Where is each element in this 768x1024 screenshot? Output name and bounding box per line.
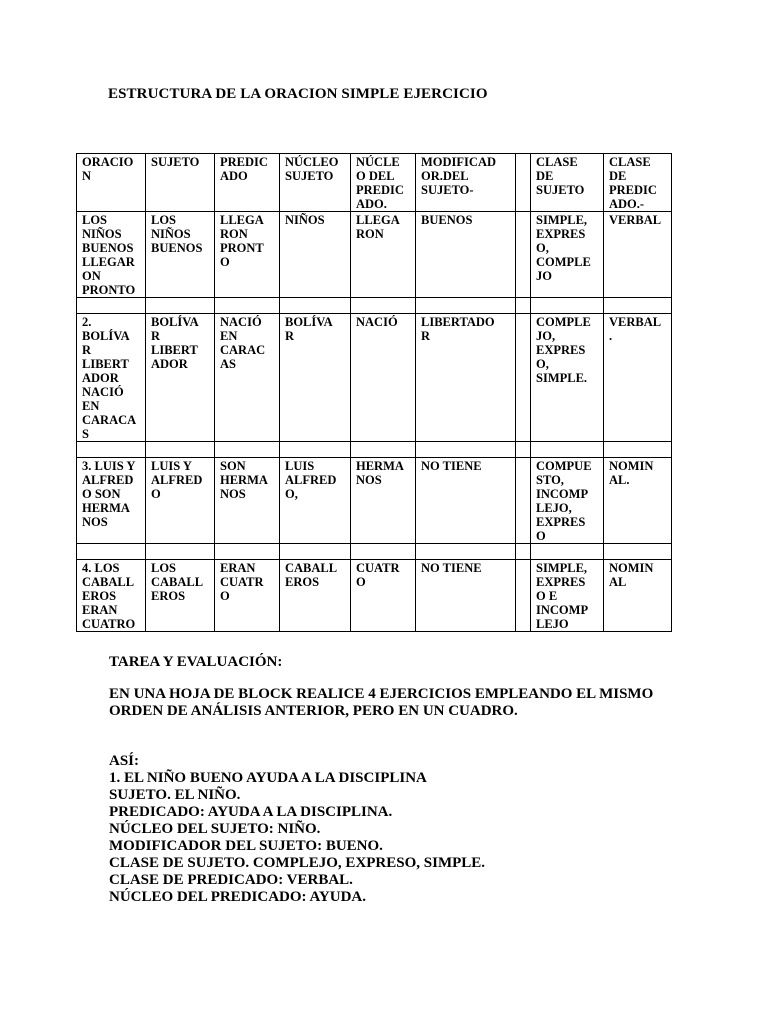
spacer-cell [280, 298, 351, 314]
header-cell: CLASE DE SUJETO [531, 154, 604, 212]
table-cell: ERAN CUATR O [215, 560, 280, 632]
table-cell: LLEGA RON [351, 212, 416, 298]
spacer-cell [604, 544, 672, 560]
example-line: CLASE DE SUJETO. COMPLEJO, EXPRESO, SIMPLE. [109, 855, 486, 871]
task-heading: TAREA Y EVALUACIÓN: [109, 654, 283, 670]
spacer-cell [77, 442, 146, 458]
spacer-cell [516, 544, 531, 560]
table-row [77, 458, 672, 544]
table-spacer-row [77, 544, 672, 560]
table-cell: NO TIENE [416, 458, 516, 544]
spacer-cell [531, 298, 604, 314]
table-cell: NO TIENE [416, 560, 516, 632]
spacer-cell [351, 298, 416, 314]
table-cell: COMPLE JO, EXPRES O, SIMPLE. [531, 314, 604, 442]
table-cell: NOMIN AL [604, 560, 672, 632]
table-cell: VERBAL . [604, 314, 672, 442]
table-cell: COMPUE STO, INCOMP LEJO, EXPRES O [531, 458, 604, 544]
spacer-cell [604, 442, 672, 458]
table-cell: SIMPLE, EXPRES O, COMPLE JO [531, 212, 604, 298]
table-cell: LOS CABALL EROS [146, 560, 215, 632]
table-cell: BOLÍVA R LIBERT ADOR [146, 314, 215, 442]
table-cell: BUENOS [416, 212, 516, 298]
task-section [109, 654, 669, 906]
table-row [77, 212, 672, 298]
spacer-cell [416, 442, 516, 458]
table-cell: NIÑOS [280, 212, 351, 298]
spacer-cell [146, 544, 215, 560]
table-cell [516, 560, 531, 632]
spacer-cell [77, 544, 146, 560]
table-cell: 4. LOS CABALL EROS ERAN CUATRO [77, 560, 146, 632]
table-row [77, 560, 672, 632]
table-cell: NACIÓ EN CARAC AS [215, 314, 280, 442]
table-cell: 2. BOLÍVA R LIBERT ADOR NACIÓ EN CARACA S [77, 314, 146, 442]
table-cell: LUIS Y ALFRED O [146, 458, 215, 544]
table-cell: CABALL EROS [280, 560, 351, 632]
header-cell [516, 154, 531, 212]
table-cell [516, 314, 531, 442]
spacer-cell [77, 298, 146, 314]
table-row [77, 314, 672, 442]
table-cell: HERMA NOS [351, 458, 416, 544]
header-cell: ORACIO N [77, 154, 146, 212]
spacer-cell [604, 298, 672, 314]
spacer-cell [516, 298, 531, 314]
spacer-cell [531, 544, 604, 560]
spacer-cell [531, 442, 604, 458]
table-cell: NOMIN AL. [604, 458, 672, 544]
example-line: CLASE DE PREDICADO: VERBAL. [109, 872, 353, 888]
table-cell: LOS NIÑOS BUENOS [146, 212, 215, 298]
spacer-cell [351, 442, 416, 458]
table-cell [516, 458, 531, 544]
spacer-cell [280, 544, 351, 560]
table-header-row [77, 154, 672, 212]
table-cell: BOLÍVA R [280, 314, 351, 442]
table-cell: CUATR O [351, 560, 416, 632]
spacer-cell [215, 298, 280, 314]
table-cell: SON HERMA NOS [215, 458, 280, 544]
spacer-cell [215, 442, 280, 458]
example-line: 1. EL NIÑO BUENO AYUDA A LA DISCIPLINA [109, 770, 427, 786]
spacer-cell [416, 298, 516, 314]
example-line: NÚCLEO DEL SUJETO: NIÑO. [109, 821, 321, 837]
header-cell: MODIFICAD OR.DEL SUJETO- [416, 154, 516, 212]
table-cell: LOS NIÑOS BUENOS LLEGAR ON PRONTO [77, 212, 146, 298]
example-line: PREDICADO: AYUDA A LA DISCIPLINA. [109, 804, 393, 820]
task-instructions: EN UNA HOJA DE BLOCK REALICE 4 EJERCICIOS EMPLEANDO EL MISMO ORDEN DE ANÁLISIS ANTERIOR, PERO EN UN CUADRO. [109, 686, 654, 719]
header-cell: NÚCLEO SUJETO [280, 154, 351, 212]
header-cell: PREDIC ADO [215, 154, 280, 212]
table-cell: NACIÓ [351, 314, 416, 442]
table-cell: LLEGA RON PRONT O [215, 212, 280, 298]
table-cell: SIMPLE, EXPRES O E INCOMP LEJO [531, 560, 604, 632]
analysis-table [76, 153, 672, 632]
example-line: NÚCLEO DEL PREDICADO: AYUDA. [109, 889, 366, 905]
document-title: ESTRUCTURA DE LA ORACION SIMPLE EJERCICIO [108, 86, 488, 102]
table-spacer-row [77, 442, 672, 458]
table-cell: LUIS ALFRED O, [280, 458, 351, 544]
table-spacer-row [77, 298, 672, 314]
example-line: MODIFICADOR DEL SUJETO: BUENO. [109, 838, 383, 854]
example-label: ASÍ: [109, 753, 140, 769]
spacer-cell [416, 544, 516, 560]
table-cell: 3. LUIS Y ALFRED O SON HERMA NOS [77, 458, 146, 544]
example-line: SUJETO. EL NIÑO. [109, 787, 241, 803]
header-cell: SUJETO [146, 154, 215, 212]
header-cell: NÚCLE O DEL PREDIC ADO. [351, 154, 416, 212]
spacer-cell [351, 544, 416, 560]
spacer-cell [516, 442, 531, 458]
table-cell [516, 212, 531, 298]
header-cell: CLASE DE PREDIC ADO.- [604, 154, 672, 212]
spacer-cell [215, 544, 280, 560]
table-cell: VERBAL [604, 212, 672, 298]
spacer-cell [146, 298, 215, 314]
table-cell: LIBERTADO R [416, 314, 516, 442]
spacer-cell [146, 442, 215, 458]
spacer-cell [280, 442, 351, 458]
